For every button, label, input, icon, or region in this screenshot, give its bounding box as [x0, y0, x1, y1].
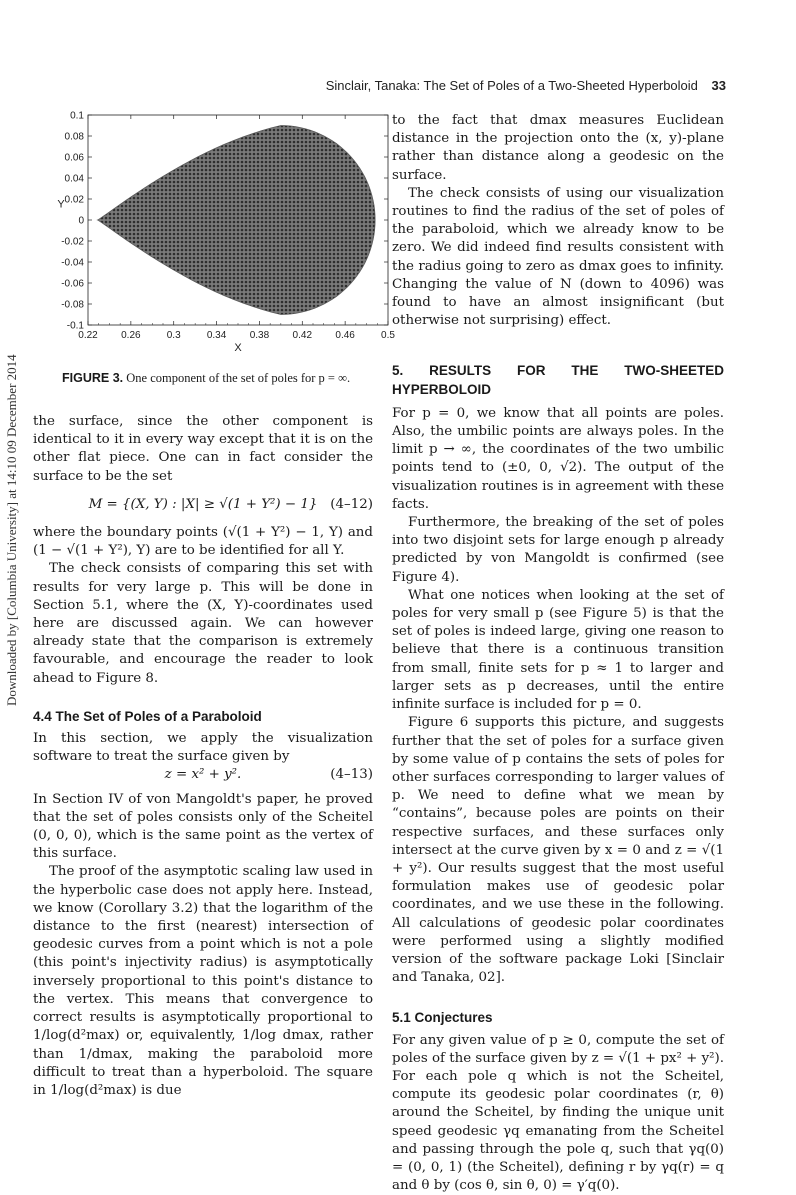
y-tick-label: 0.04 [64, 173, 84, 185]
caption-text: One component of the set of poles for p = ∞. [126, 371, 351, 385]
right-paragraph-6: Figure 6 supports this picture, and suggests further that the set of poles for a surface given by some value of p contains the sets of poles for other surfaces corresponding to larger values of p. We need to define what we mean by “contains”, because poles are points on their respective surfaces, and these surfaces only intersect at the curve given by x = 0 and z = √(1 + y²). Our results suggest that the most useful formulation makes use of geodesic polar coordinates, and we use these in the following. All calculations of geodesic polar coordinates were performed using a slightly modified version of the software package Loki [Sinclair and Tanaka, 02]. [392, 715, 724, 986]
y-tick-label: 0.02 [64, 194, 84, 206]
x-tick-label: 0.3 [166, 330, 181, 341]
left-paragraph-4: In this section, we apply the visualization software to treat the surface given by [33, 731, 373, 765]
page-number: 33 [711, 78, 726, 93]
equation-4-13 [33, 766, 373, 784]
right-paragraph-7: For any given value of p ≥ 0, compute the set of poles of the surface given by z = √(1 + px² + y²). For each pole q which is not the Scheitel, compute its geodesic polar coordinates (r, θ) around the Scheitel, by finding the unique unit speed geodesic γq emanating from the Scheitel and passing through the pole q, such that γq(0) = (0, 0, 1) (the Scheitel), defining r by γq(r) = q and θ by (cos θ, sin θ, 0) = γ′q(0). [392, 1032, 725, 1194]
equation-4-12-body: M = {(X, Y) : |X| ≥ √(1 + Y²) − 1} [88, 496, 318, 512]
y-tick-label: -0.04 [61, 257, 84, 269]
y-tick-label: 0.1 [70, 110, 84, 122]
equation-4-12-number: (4–12) [330, 496, 373, 512]
x-tick-label: 0.38 [249, 330, 270, 341]
x-tick-label: 0.34 [206, 330, 227, 341]
equation-4-13-body: z = x² + y². [164, 767, 242, 783]
y-tick-label: -0.1 [66, 320, 84, 332]
running-header [326, 78, 726, 93]
x-tick-label: 0.5 [381, 330, 395, 341]
left-paragraph-3: The check consists of comparing this set with results for very large p. This will be done in Section 5.1, where the (X, Y)-coordinates used here are discussed again. We can however already state that the comparison is extremely favourable, and encourage the reader to look ahead to Figure 8. [33, 561, 373, 686]
x-tick-label: 0.42 [292, 330, 313, 341]
right-paragraph-5: What one notices when looking at the set of poles for very small p (see Figure 5) is that the set of poles is indeed large, giving one reason to believe that there is a continuous transition from small, finite sets for p ≈ 1 to larger and larger sets as p decreases, until the entire infinite surface is included for p = 0. [392, 587, 724, 713]
equation-4-12 [33, 496, 373, 514]
x-tick-label: 0.46 [335, 330, 355, 341]
download-watermark: Downloaded by [Columbia University] at 14:10 09 December 2014 [4, 354, 19, 706]
y-tick-label: -0.08 [61, 299, 84, 311]
y-tick-label: 0 [78, 215, 84, 227]
right-paragraph-4: Furthermore, the breaking of the set of poles into two disjoint sets for large enough p already predicted by von Mangoldt is confirmed (see Figure 4). [392, 515, 724, 585]
right-paragraph-2: The check consists of using our visualization routines to find the radius of the set of poles of the paraboloid, which we already know to be zero. We did indeed find results consistent with the radius going to zero as dmax goes to infinity. Changing the value of N (down to 4096) was found to have an almost insignificant (but otherwise not surprising) effect. [392, 185, 724, 329]
left-paragraph-2: where the boundary points (√(1 + Y²) − 1, Y) and (1 − √(1 + Y²), Y) are to be identified for all Y. [33, 525, 373, 559]
left-paragraph-6: The proof of the asymptotic scaling law used in the hyperbolic case does not apply here. Instead, we know (Corollary 3.2) that the logarithm of the distance to the first (nearest) intersection of geodesic curves from a point which is not a pole (this point's injectivity radius) is asymptotically inversely proportional to this point's distance to the vertex. This means that convergence to correct results is asymptotically proportional to 1/log(d²max) or, equivalently, 1/log dmax, rather than 1/dmax, making the paraboloid more difficult to treat than a hyperboloid. The square in 1/log(d²max) is due [33, 864, 373, 1098]
figure-3-plot [28, 100, 398, 360]
section-4-4-heading: 4.4 The Set of Poles of a Paraboloid [33, 708, 262, 724]
pole-set-region [98, 126, 376, 315]
section-5-1-heading: 5.1 Conjectures [392, 1010, 493, 1026]
left-paragraph-5: In Section IV of von Mangoldt's paper, he proved that the set of poles consists only of the Scheitel (0, 0, 0), which is the same point as the vertex of this surface. [33, 791, 373, 862]
x-axis-label: X [234, 342, 242, 354]
y-tick-label: -0.02 [61, 236, 84, 248]
x-tick-label: 0.26 [121, 330, 141, 341]
y-axis-label: Y [57, 198, 65, 211]
y-tick-label: 0.06 [64, 152, 84, 164]
equation-4-13-number: (4–13) [330, 767, 373, 783]
caption-label: FIGURE 3. [62, 371, 124, 385]
y-tick-label: 0.08 [64, 131, 84, 143]
right-paragraph-1: to the fact that dmax measures Euclidean distance in the projection onto the (x, y)-plane rather than distance along a geodesic on the surface. [392, 113, 724, 183]
x-tick-label: 0.22 [78, 330, 98, 341]
figure-3-caption [62, 371, 350, 386]
right-column [392, 112, 724, 1195]
right-paragraph-3: For p = 0, we know that all points are poles. Also, the umbilic points are always poles. In the limit p → ∞, the coordinates of the two umbilic points tend to (±0, 0, √2). The output of the visualization routines is in agreement with these facts. [392, 405, 724, 512]
left-column [33, 413, 373, 1100]
section-5-heading: 5. RESULTS FOR THE TWO-SHEETED HYPERBOLOID [392, 363, 724, 397]
y-tick-label: -0.06 [61, 278, 84, 290]
left-paragraph-1: the surface, since the other component is identical to it in every way except that it is on the other flat piece. One can in fact consider the surface to be the set [33, 414, 373, 484]
running-title: Sinclair, Tanaka: The Set of Poles of a Two-Sheeted Hyperboloid [325, 78, 698, 93]
